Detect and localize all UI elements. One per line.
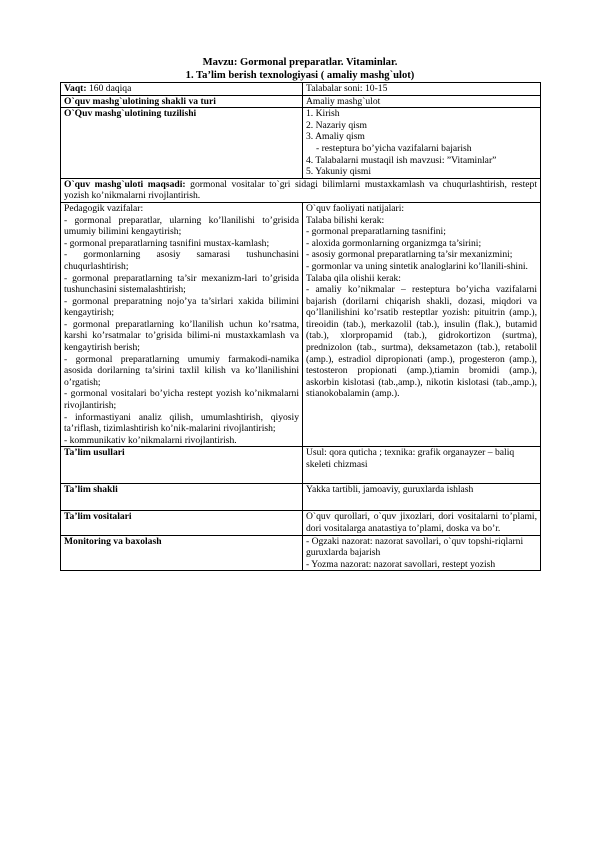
methods-label: Ta’lim usullari — [61, 447, 303, 484]
task-item: - gormonal preparatning nojo’ya ta’sirlari xakida bilimini kengaytirish; — [64, 295, 299, 319]
structure-item: 5. Yakuniy qismi — [306, 166, 372, 178]
row-tasks — [61, 202, 541, 446]
outcome-item: - gormonlar va uning sintetik analoglarini ko’llanili-shini. — [306, 260, 528, 272]
monitoring-label: Monitoring va baxolash — [61, 535, 303, 571]
task-item: - gormonal preparatlarning ta’sir mexanizm-lari to’grisida tushunchasini sistemalashtirish; — [64, 272, 299, 296]
task-item: - gormonal vositalari bo’yicha restept yozish ko’nikmalarni rivojlantirish; — [64, 388, 299, 412]
outcomes-heading: O`quv faoliyati natijalari: — [306, 202, 405, 214]
methods-value: Usul: qora quticha ; texnika: grafik organayzer – baliq skeleti chizmasi — [303, 447, 541, 484]
outcome-skills-text: - amaliy ko’nikmalar – resteptura bo’yicha vazifalarni bajarish (dorilarni chiqarish shakli, dozasi, miqdori va qo’llanilishini ko’rsatib resteptlar yozish: pituitrin (amp.), tireoidin (tab.), merkazolil (tab.), insulin (flak.), butamid (tab.), xlorpropamid (tab.), gidrokortizon (surtma), prednizolon (tab., surtma), deksametazon (tab.), retabolil (amp.), estradiol dipropionati (amp.), progesteron (amp.), testosteron propionati (amp.),tiamin bromidi (amp.), askorbin kislotasi (tab.,amp.), nikotin kislotasi (tab.,amp.), stianokobalamin (amp.). — [306, 284, 537, 400]
time-value: 160 daqiqa — [86, 83, 132, 94]
means-value: O`quv qurollari, o`quv jixozlari, dori vositalarni to’plami, dori vositalarga anatastiya to’plami, doska va bo’r. — [303, 511, 541, 535]
structure-list — [303, 108, 541, 179]
row-goal — [61, 178, 541, 202]
outcome-item: - asosiy gormonal preparatlarning ta’sir mexanizmini; — [306, 249, 513, 261]
means-label: Ta’lim vositalari — [61, 511, 303, 535]
structure-item: 4. Talabalarni mustaqil ish mavzusi: ”Vitaminlar” — [306, 154, 497, 166]
row-monitoring — [61, 535, 541, 571]
title-line-1: Mavzu: Gormonal preparatlar. Vitaminlar. — [202, 57, 398, 68]
students-cell: Talabalar soni: 10-15 — [303, 83, 541, 96]
task-item: - gormonal preparatlarning umumiy farmakodi-namika asosida dorilarning ta’sirini taxlil kilish va ko’llanilishini o’rgatish; — [64, 353, 299, 388]
monitoring-item: - Ogzaki nazorat: nazorat savollari, o`quv topshi-riqlarni guruxlarda bajarish — [306, 535, 524, 559]
structure-label: O`Quv mashg`ulotining tuzilishi — [61, 108, 303, 179]
goal-text: gormonal vositalar to`gri sidagi bilimlarni mustaxkamlash va chuqurlashtirish, restept yozish ko’nikmalarni rivojlantirish. — [64, 178, 538, 202]
monitoring-item: - Yozma nazorat: nazorat savollari, restept yozish — [306, 558, 496, 570]
structure-item: - resteptura bo’yicha vazifalarni bajarish — [316, 142, 472, 154]
pedagogical-tasks — [61, 202, 303, 446]
time-label: Vaqt: — [64, 83, 87, 94]
outcome-item: - aloxida gormonlarning organizmga ta’sirini; — [306, 237, 482, 249]
task-item: - gormonal preparatlarning ko’llanilish uchun ko’rsatma, karshi ko’rsatmalar to’grisida bilimi-ni mustaxkamlash va kengaytirish berish; — [64, 318, 299, 354]
structure-item: 2. Nazariy qism — [306, 119, 368, 131]
goal-label: O`quv mashg`uloti maqsadi: — [64, 178, 186, 190]
form2-value: Yakka tartibli, jamoaviy, guruxlarda ishlash — [303, 484, 541, 511]
task-item: - informastiyani analiz qilish, umumlashtirish, qiyosiy ta’riflash, tizimlashtirish ko’nik-malarini rivojlantirish; — [64, 411, 299, 435]
title-line-2: 1. Ta’lim berish texnologiyasi ( amaliy mashg`ulot) — [185, 69, 415, 81]
row-structure — [61, 108, 541, 179]
task-item: - gormonal preparatlarning tasnifini mustax-kamlash; — [64, 237, 270, 249]
row-means — [61, 511, 541, 535]
form-value: Amaliy mashg`ulot — [303, 95, 541, 108]
row-time — [61, 83, 541, 96]
monitoring-value — [303, 535, 541, 571]
task-item: - gormonal preparatlar, ularning ko’llanilishi to’grisida umumiy bilimini kengaytirish; — [64, 214, 299, 238]
learning-outcomes — [303, 202, 541, 446]
structure-item: 1. Kirish — [306, 108, 340, 120]
row-methods — [61, 447, 541, 484]
form-label: O`quv mashg`ulotining shakli va turi — [61, 95, 303, 108]
task-item: - kommunikativ ko’nikmalarni rivojlantirish. — [64, 434, 237, 446]
outcome-item: - gormonal preparatlarning tasnifini; — [306, 226, 446, 238]
time-cell — [61, 83, 303, 96]
goal-cell — [61, 178, 541, 202]
document-title — [60, 57, 540, 82]
row-form — [61, 95, 541, 108]
row-form2 — [61, 484, 541, 511]
outcomes-do-heading: Talaba qila olishii kerak: — [306, 272, 401, 284]
outcomes-know-heading: Talaba bilishi kerak: — [306, 214, 385, 226]
lesson-plan-table — [60, 82, 541, 571]
tasks-heading: Pedagogik vazifalar: — [64, 202, 144, 214]
form2-label: Ta’lim shakli — [61, 484, 303, 511]
task-item: - gormonlarning asosiy samarasi tushunchasini chuqurlashtirish; — [64, 249, 299, 272]
structure-item: 3. Amaliy qism — [306, 131, 365, 143]
